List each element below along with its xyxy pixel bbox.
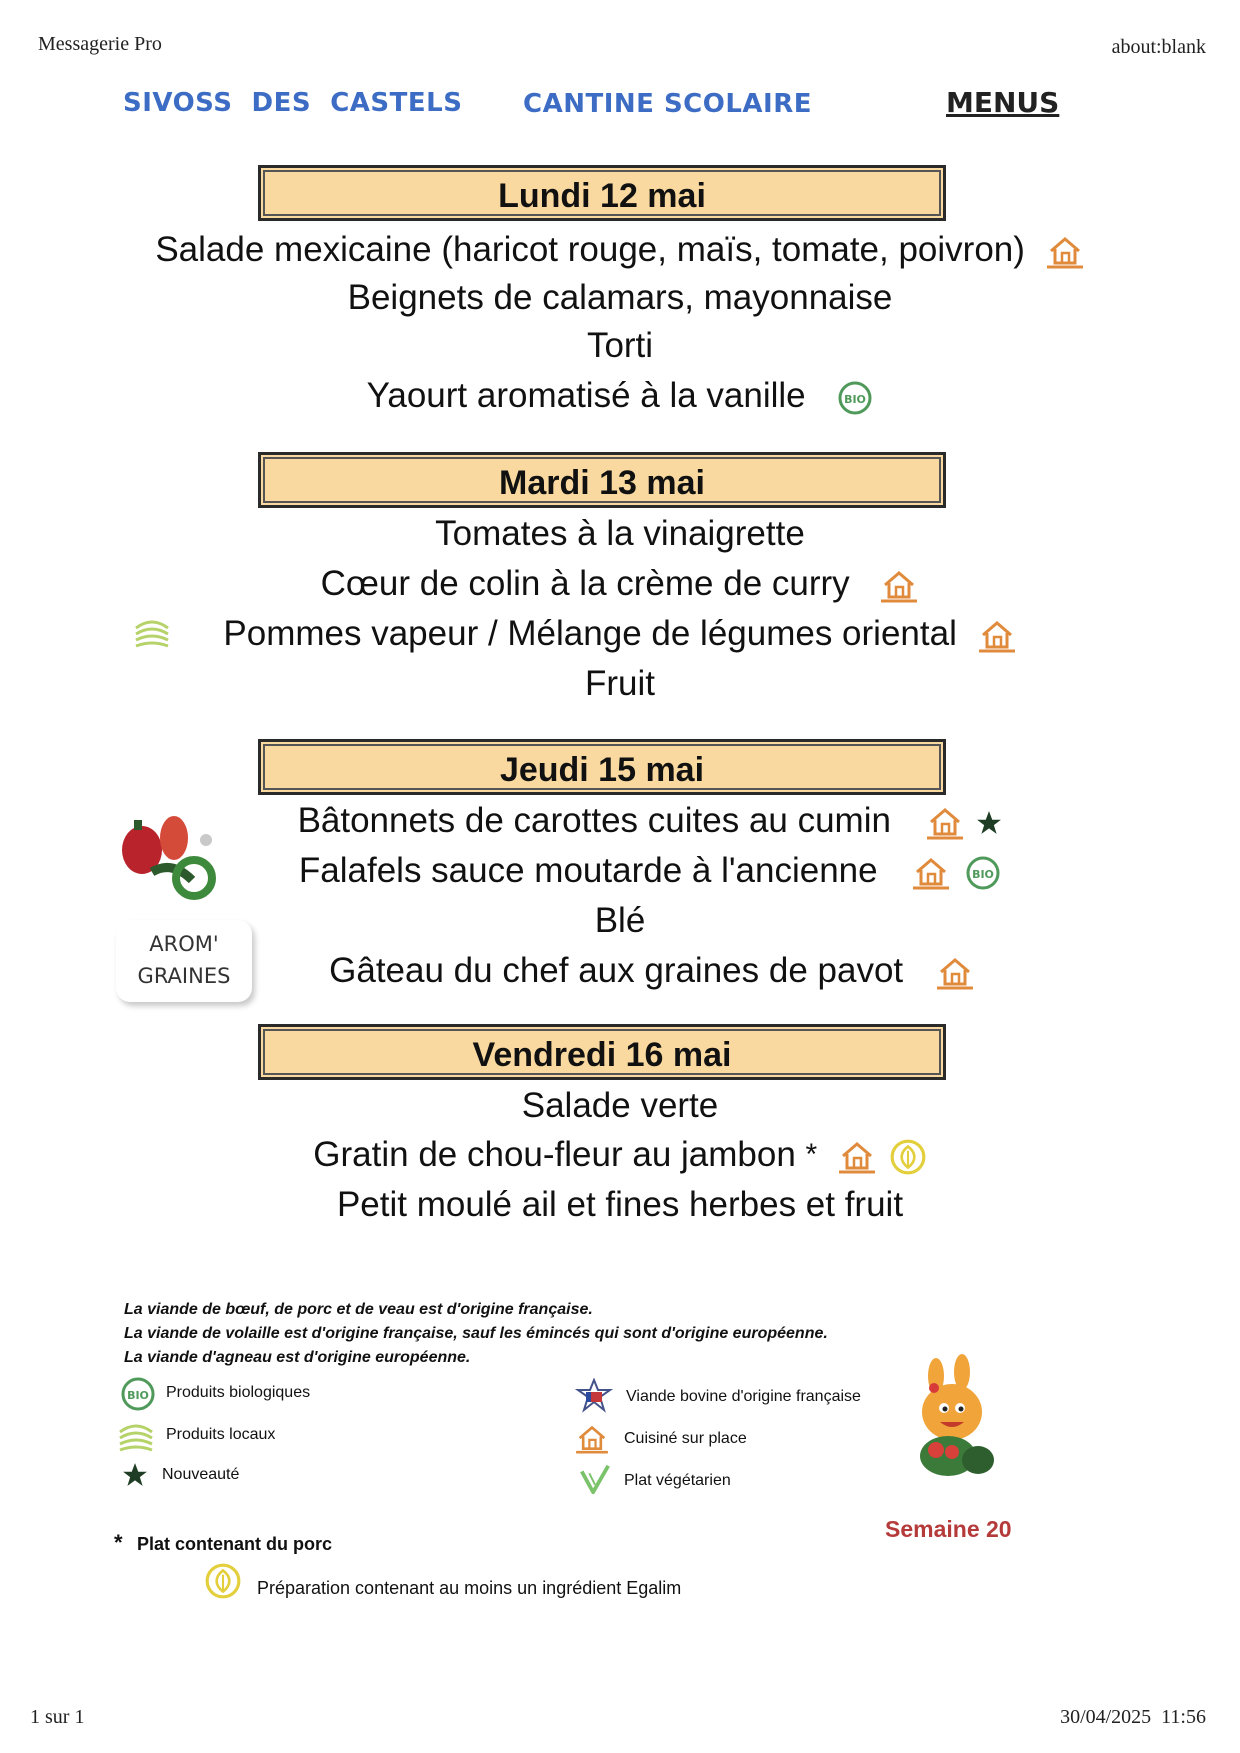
star-icon	[122, 1462, 148, 1488]
dish-text: Blé	[594, 901, 646, 940]
legend-veg: Plat végétarien	[624, 1472, 731, 1489]
dish-text: Beignets de calamars, mayonnaise	[347, 278, 893, 317]
dish-text: Cœur de colin à la crème de curry	[320, 564, 850, 603]
origin-note: La viande de bœuf, de porc et de veau est d'origine française.	[124, 1301, 593, 1318]
bio-icon	[120, 1376, 156, 1412]
legend-new: Nouveauté	[162, 1466, 240, 1483]
house-icon	[1045, 235, 1085, 269]
origin-note: La viande d'agneau est d'origine européenne.	[124, 1349, 471, 1366]
dish-text: Salade mexicaine (haricot rouge, maïs, tomate, poivron)	[155, 230, 1025, 269]
origin-note: La viande de volaille est d'origine française, sauf les émincés qui sont d'origine européenne.	[124, 1325, 828, 1342]
house-icon	[977, 619, 1017, 653]
menus-title: MENUS	[946, 86, 1060, 119]
dish-text: Gâteau du chef aux graines de pavot	[329, 951, 904, 990]
pork-mark: *	[114, 1530, 123, 1555]
bio-icon	[837, 380, 873, 416]
dish-text: Yaourt aromatisé à la vanille	[366, 376, 806, 415]
day-title-lundi: Lundi 12 mai	[258, 165, 946, 221]
dish-vendredi-2	[0, 1131, 1240, 1179]
house-icon	[935, 956, 975, 990]
dish-text: Fruit	[585, 664, 655, 703]
house-icon	[879, 569, 919, 603]
dish-lundi-4	[0, 372, 1240, 420]
egalim-icon	[889, 1138, 927, 1176]
dish-lundi-1	[0, 226, 1240, 274]
house-icon	[574, 1424, 610, 1454]
dish-text: Gratin de chou-fleur au jambon	[313, 1135, 796, 1174]
app-title: Messagerie Pro	[38, 33, 162, 55]
dish-text: Tomates à la vinaigrette	[435, 514, 805, 553]
dish-lundi-2	[0, 274, 1240, 322]
local-icon	[116, 1418, 156, 1454]
service-name: CANTINE SCOLAIRE	[523, 89, 812, 119]
house-icon	[837, 1140, 877, 1174]
mascot-image	[900, 1352, 1010, 1482]
dish-mardi-2	[0, 560, 1240, 608]
dish-text: Petit moulé ail et fines herbes et fruit	[336, 1185, 904, 1224]
week-number: Semaine 20	[885, 1516, 1012, 1542]
badge-line-1: AROM'	[149, 932, 219, 956]
egalim-icon	[204, 1562, 242, 1600]
dish-text: Salade verte	[521, 1086, 719, 1125]
page-url: about:blank	[1111, 36, 1206, 58]
vegetables-logo	[112, 800, 232, 910]
dish-vendredi-3	[0, 1181, 1240, 1229]
day-title-vendredi: Vendredi 16 mai	[258, 1024, 946, 1080]
dish-mardi-4	[0, 660, 1240, 708]
aromgraines-badge	[112, 800, 257, 1005]
page-count: 1 sur 1	[30, 1706, 85, 1728]
dish-mardi-1	[0, 510, 1240, 558]
day-title-jeudi: Jeudi 15 mai	[258, 739, 946, 795]
house-icon	[911, 856, 951, 890]
org-name: SIVOSS DES CASTELS	[123, 88, 463, 118]
legend-beef: Viande bovine d'origine française	[626, 1388, 861, 1405]
origin-notes	[124, 1298, 828, 1370]
dish-lundi-3	[0, 322, 1240, 370]
pork-asterisk: *	[805, 1138, 818, 1171]
legend-bio: Produits biologiques	[166, 1384, 311, 1401]
dish-text: Falafels sauce moutarde à l'ancienne	[298, 851, 878, 890]
legend-pork: Plat contenant du porc	[137, 1534, 333, 1554]
beef-origin-icon	[574, 1378, 614, 1414]
day-title-mardi: Mardi 13 mai	[258, 452, 946, 508]
house-icon	[925, 806, 965, 840]
dish-text: Bâtonnets de carottes cuites au cumin	[297, 801, 891, 840]
badge-line-2: GRAINES	[137, 964, 231, 988]
legend-local: Produits locaux	[166, 1426, 276, 1443]
star-icon	[976, 810, 1002, 836]
dish-vendredi-1	[0, 1082, 1240, 1130]
legend-onsite: Cuisiné sur place	[624, 1430, 747, 1447]
dish-text: Torti	[586, 326, 654, 365]
badge-card	[116, 920, 252, 1002]
legend-egalim: Préparation contenant au moins un ingrédient Egalim	[257, 1578, 682, 1598]
bio-icon	[965, 855, 1001, 891]
dish-text: Pommes vapeur / Mélange de légumes oriental	[223, 614, 957, 653]
dish-mardi-3	[0, 610, 1240, 658]
print-timestamp: 30/04/2025 11:56	[1060, 1706, 1206, 1728]
vegetarian-icon	[578, 1462, 612, 1496]
